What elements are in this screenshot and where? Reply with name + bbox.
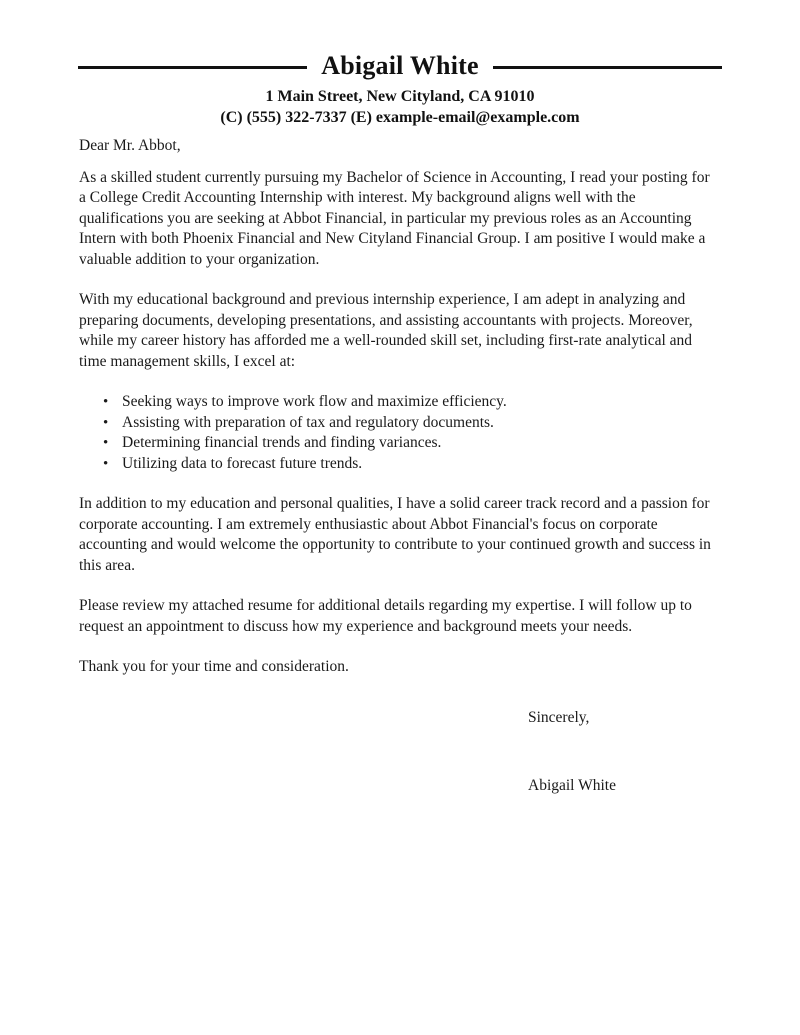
bullet-point-icon: •	[103, 455, 109, 472]
list-item-label: Assisting with preparation of tax and regulatory documents.	[122, 413, 494, 431]
skills-bullet-list	[79, 392, 711, 474]
bullet-point-icon: •	[103, 435, 109, 451]
letter-body	[79, 136, 711, 678]
body-paragraph-3: In addition to my education and personal qualities, I have a solid career track record and a passion for corporate accounting. I am extremely enthusiastic about Abbot Financial's focus on corporate accounting and would welcome the opportunity to contribute to your continued growth and success in this area.	[79, 495, 711, 574]
page-title: Abigail White	[321, 51, 479, 80]
body-paragraph-2: With my educational background and previous internship experience, I am adept in analyzing and preparing documents, developing presentations, and assisting accountants with projects. Moreover, while my career history has afforded me a well-rounded skill set, including first-rate analytical and time management skills, I excel at:	[79, 291, 693, 370]
thank-you-paragraph: Thank you for your time and consideration.	[79, 658, 349, 675]
signature-block	[528, 708, 778, 794]
contact-phone-email-line: (C) (555) 322-7337 (E) example-email@example.com	[220, 109, 580, 126]
list-item-label: Seeking ways to improve work flow and maximize efficiency.	[122, 393, 507, 410]
name-heading-row	[78, 48, 722, 84]
contact-address-line: 1 Main Street, New Cityland, CA 91010	[265, 88, 535, 105]
signer-name: Abigail White	[528, 777, 616, 794]
closing-salutation: Sincerely,	[528, 709, 590, 726]
list-item	[79, 413, 711, 434]
body-paragraph-1: As a skilled student currently pursuing my Bachelor of Science in Accounting, I read your posting for a College Credit Accounting Internship with interest. My background aligns well with the qualifications you are seeking at Abbot Financial, in particular my previous roles as an Accounting Intern with both Phoenix Financial and New Cityland Financial Group. I am positive I would make a valuable addition to your organization.	[79, 168, 710, 268]
list-item-label: Utilizing data to forecast future trends.	[122, 454, 363, 472]
bullet-point-icon: •	[103, 414, 109, 431]
bullet-point-icon: •	[103, 394, 109, 410]
header-rule-left	[78, 66, 307, 69]
salutation: Dear Mr. Abbot,	[79, 137, 181, 154]
list-item	[79, 392, 711, 413]
body-paragraph-4: Please review my attached resume for additional details regarding my expertise. I will follow up to request an appointment to discuss how my experience and background meets your needs.	[79, 597, 692, 635]
header-rule-right	[493, 66, 722, 69]
list-item-label: Determining financial trends and finding variances.	[122, 434, 442, 451]
list-item	[79, 454, 711, 475]
list-item	[79, 433, 711, 454]
